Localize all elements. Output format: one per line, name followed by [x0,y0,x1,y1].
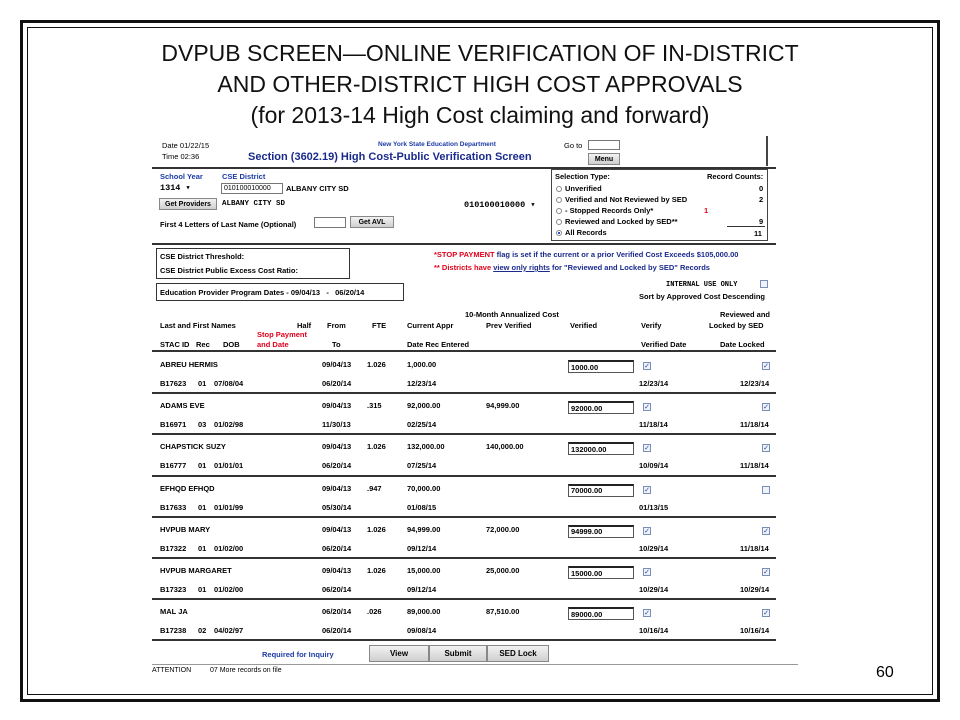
program-dates-from: 09/04/13 [290,288,321,297]
stac-id-header: STAC ID [160,340,190,349]
record-prev: 94,999.00 [486,401,520,411]
record-stac: B17322 [160,543,187,553]
verify-checkbox[interactable]: ✓ [644,486,650,494]
threshold-label: CSE District Threshold: [160,252,245,261]
record-name: ABREU HERMIS [160,360,218,369]
provider-name: ALBANY CITY SD [222,200,286,208]
record-date-locked: 11/18/14 [740,543,769,553]
record-fte: .947 [367,483,382,493]
record-rec: 02 [198,626,207,636]
record-rec: 01 [198,379,207,388]
get-avl-button[interactable]: Get AVL [350,216,394,228]
verified-amount-input[interactable]: 92000.00 [568,401,634,414]
count-unverified: 0 [759,184,764,193]
option-unverified[interactable] [556,184,602,193]
record-rec: 01 [198,543,207,553]
record-stac: B16777 [160,461,187,471]
record-from: 06/20/14 [322,607,352,617]
cse-district-name: ALBANY CITY SD [286,184,349,193]
chevron-down-icon: ▾ [185,183,191,193]
school-year-select[interactable] [160,183,191,193]
stop-payment-flag: *STOP PAYMENT [434,250,495,259]
record-entered: 07/25/14 [407,461,437,471]
record-verified-date: 10/09/14 [639,461,669,471]
option-label: All Records [565,228,607,237]
radio-icon [556,186,562,192]
count-verified-not-reviewed: 2 [759,195,764,204]
agency-name: New York State Education Department [378,141,496,148]
stop-payment-header: Stop Payment [257,330,308,339]
verify-checkbox[interactable]: ✓ [644,569,650,576]
verified-amount-input[interactable]: 132000.00 [568,442,634,455]
annualized-cost-header: 10-Month Annualized Cost [465,310,559,319]
record-name: HVPUB MARY [160,524,211,534]
time-label: Time 02:36 [162,152,200,161]
record-to: 05/30/14 [322,502,352,512]
option-label: Unverified [565,184,602,193]
record-entered: 09/12/14 [407,543,437,553]
locked-checkbox[interactable]: ✓ [763,569,769,576]
selection-type-label: Selection Type: [555,172,610,181]
record-verified-date: 10/29/14 [639,543,669,553]
submit-button[interactable]: Submit [429,645,487,662]
verify-checkbox[interactable]: ✓ [644,363,650,370]
record-verified-date: 10/29/14 [639,585,669,594]
header-divider [766,136,768,166]
row-divider [152,598,776,600]
record-verified-date: 12/23/14 [639,379,669,388]
provider-select[interactable] [464,200,535,210]
row-divider [152,557,776,559]
stop-payment-text: flag is set if the current or a prior Verified Cost Exceeds $105,000.00 [494,250,739,259]
record-from: 09/04/13 [322,442,352,452]
verified-amount-input[interactable]: 1000.00 [568,360,634,373]
and-date-header: and Date [257,340,289,349]
chevron-down-icon: ▾ [530,200,536,210]
cse-code-input[interactable]: 010100010000 [221,183,283,194]
record-prev: 140,000.00 [486,442,524,452]
from-header: From [327,321,346,330]
half-header: Half [297,321,312,330]
count-stopped-only: 1 [704,206,709,215]
current-appr-header: Current Appr [407,321,454,330]
rec-header: Rec [196,340,210,349]
record-date-locked: 11/18/14 [740,461,769,471]
verify-checkbox[interactable]: ✓ [644,610,650,618]
verified-amount-input[interactable]: 94999.00 [568,525,634,538]
locked-checkbox[interactable] [762,486,770,494]
radio-selected-icon [556,230,562,236]
locked-checkbox[interactable]: ✓ [763,527,769,535]
option-label: Verified and Not Reviewed by SED [565,195,688,204]
record-prev: 25,000.00 [486,566,520,575]
goto-label: Go to [564,141,583,150]
locked-checkbox[interactable]: ✓ [763,610,769,618]
option-reviewed-locked[interactable] [556,217,678,226]
record-from: 09/04/13 [322,401,352,411]
record-verified-date: 01/13/15 [639,502,669,512]
record-entered: 02/25/14 [407,420,437,430]
row-divider [152,639,776,641]
record-to: 06/20/14 [322,626,352,636]
columns-rule [152,350,776,352]
record-to: 11/30/13 [322,420,351,430]
date-label: Date 01/22/15 [162,141,210,150]
record-dob: 01/02/98 [214,420,244,430]
verified-amount-input[interactable]: 70000.00 [568,484,634,497]
locked-checkbox[interactable]: ✓ [763,404,769,412]
verify-header: Verify [641,321,662,330]
verified-date-header: Verified Date [641,340,687,349]
record-fte: 1.026 [367,442,386,452]
record-current: 1,000.00 [407,360,437,369]
districts-note-lead: ** Districts have [434,263,494,272]
count-reviewed-locked: 9 [759,217,764,226]
record-entered: 09/08/14 [407,626,437,636]
cse-district-label: CSE District [222,172,266,181]
record-from: 09/04/13 [322,360,352,369]
record-name: ADAMS EVE [160,401,205,411]
record-verified-date: 11/18/14 [639,420,668,430]
reviewed-locked-header-2: Locked by SED [709,321,764,330]
required-for-inquiry-label: Required for Inquiry [262,650,334,659]
record-dob: 01/02/00 [214,585,244,594]
status-rule [152,664,798,665]
record-to: 06/20/14 [322,379,352,388]
row-divider [152,392,776,394]
record-from: 09/04/13 [322,566,352,575]
option-label: Reviewed and Locked by SED** [565,217,678,226]
option-all-records[interactable] [556,228,607,237]
option-label: - Stopped Records Only* [565,206,654,215]
record-dob: 01/02/00 [214,543,244,553]
get-providers-button[interactable]: Get Providers [159,198,217,210]
excess-cost-ratio-label: CSE District Public Excess Cost Ratio: [160,266,298,275]
reviewed-locked-header-1: Reviewed and [720,310,771,319]
school-year-value: 1314 [160,183,181,193]
option-stopped-only[interactable] [556,206,653,215]
record-fte: 1.026 [367,360,386,369]
record-prev: 72,000.00 [486,524,520,534]
record-entered: 09/12/14 [407,585,437,594]
title-line-1: DVPUB SCREEN—ONLINE VERIFICATION OF IN-DISTRICT [161,40,799,66]
record-stac: B17238 [160,626,187,636]
verify-checkbox[interactable]: ✓ [644,404,650,412]
record-fte: 1.026 [367,524,386,534]
goto-input[interactable] [588,140,620,150]
count-all-records: 11 [754,229,762,238]
prev-verified-header: Prev Verified [486,321,532,330]
verify-checkbox[interactable]: ✓ [644,445,650,453]
record-rec: 01 [198,502,207,512]
to-header: To [332,340,341,349]
districts-note [434,263,710,272]
sort-by-label[interactable]: Sort by Approved Cost Descending [639,292,765,301]
record-to: 06/20/14 [322,585,352,594]
more-records-label: 07 More records on file [210,667,282,674]
record-stac: B17633 [160,502,187,512]
fte-header: FTE [372,321,387,330]
page-number: 60 [876,664,894,681]
record-verified-date: 10/16/14 [639,626,669,636]
dob-header: DOB [223,340,240,349]
provider-code: 010100010000 [464,200,526,210]
record-entered: 12/23/14 [407,379,437,388]
record-fte: 1.026 [367,566,386,575]
record-name: HVPUB MARGARET [160,566,232,575]
option-verified-not-reviewed[interactable] [556,195,687,204]
record-current: 92,000.00 [407,401,441,411]
record-date-locked: 10/29/14 [740,585,770,594]
record-to: 06/20/14 [322,461,352,471]
districts-note-rest: for "Reviewed and Locked by SED" Records [549,263,710,272]
last-name-input[interactable] [314,217,346,228]
view-button[interactable]: View [369,645,429,662]
internal-use-checkbox[interactable] [760,280,768,288]
radio-icon [556,219,562,225]
record-fte: .315 [367,401,382,411]
row-divider [152,433,776,435]
record-counts-label: Record Counts: [707,172,764,181]
record-date-locked: 12/23/14 [740,379,770,388]
record-rec: 03 [198,420,207,430]
record-dob: 01/01/99 [214,502,244,512]
record-prev: 87,510.00 [486,607,520,617]
record-name: CHAPSTICK SUZY [160,442,226,452]
record-from: 09/04/13 [322,483,352,493]
record-current: 15,000.00 [407,566,441,575]
record-stac: B17323 [160,585,187,594]
record-to: 06/20/14 [322,543,352,553]
count-divider [727,226,765,227]
internal-use-label: INTERNAL USE ONLY [666,281,738,289]
record-name: MAL JA [160,607,188,617]
program-dates-dash: - [326,288,329,297]
program-dates-label: Education Provider Program Dates - [160,288,289,297]
school-year-label: School Year [160,172,203,181]
record-current: 132,000.00 [407,442,445,452]
title-line-3: (for 2013-14 High Cost claiming and forward) [250,102,710,128]
record-rec: 01 [198,461,207,471]
attention-label: ATTENTION [152,667,192,674]
record-rec: 01 [198,585,207,594]
radio-icon [556,197,562,203]
record-stac: B17623 [160,379,187,388]
verify-checkbox[interactable]: ✓ [644,527,650,535]
record-current: 70,000.00 [407,483,441,493]
title-line-2: AND OTHER-DISTRICT HIGH COST APPROVALS [217,71,743,97]
slide-title [30,38,930,131]
verified-header: Verified [570,321,598,330]
sed-lock-button[interactable]: SED Lock [487,645,549,662]
last-name-label: First 4 Letters of Last Name (Optional) [160,220,297,229]
record-dob: 04/02/97 [214,626,244,636]
record-current: 89,000.00 [407,607,441,617]
record-stac: B16971 [160,420,187,430]
program-dates-to: 06/20/14 [335,288,365,297]
radio-icon [556,208,562,214]
program-dates [160,288,364,297]
dvpub-screen [152,136,798,681]
names-header: Last and First Names [160,321,236,330]
view-only-rights-link[interactable]: view only rights [493,263,550,272]
locked-checkbox[interactable]: ✓ [763,363,769,370]
row-divider [152,516,776,518]
record-from: 09/04/13 [322,524,352,534]
stop-payment-note [434,250,738,259]
record-current: 94,999.00 [407,524,441,534]
record-entered: 01/08/15 [407,502,437,512]
date-rec-entered-header: Date Rec Entered [407,340,470,349]
record-fte: .026 [367,607,382,617]
record-name: EFHQD EFHQD [160,483,215,493]
locked-checkbox[interactable]: ✓ [763,445,769,453]
menu-button[interactable]: Menu [588,153,620,165]
verified-amount-input[interactable]: 15000.00 [568,566,634,579]
date-locked-header: Date Locked [720,340,765,349]
record-date-locked: 10/16/14 [740,626,770,636]
filters-rule [152,243,776,245]
verified-amount-input[interactable]: 89000.00 [568,607,634,620]
record-date-locked: 11/18/14 [740,420,769,430]
record-dob: 07/08/04 [214,379,244,388]
screen-title: Section (3602.19) High Cost-Public Verification Screen [248,151,532,163]
record-dob: 01/01/01 [214,461,244,471]
row-divider [152,475,776,477]
